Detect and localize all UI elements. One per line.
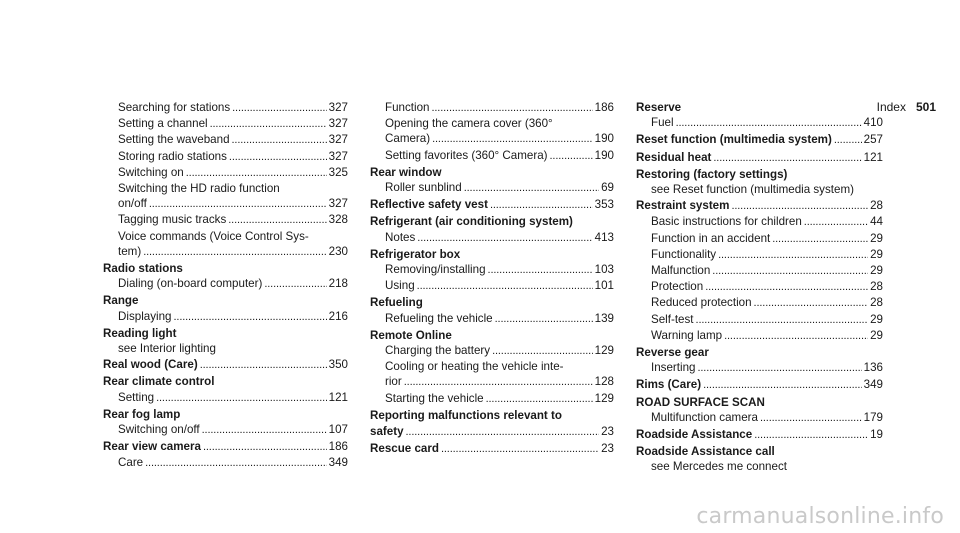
- dot-leader: [143, 244, 326, 260]
- page-ref: 349: [328, 456, 348, 470]
- index-subentry: [636, 263, 883, 279]
- index-subentry: [103, 422, 348, 438]
- index-entry: [370, 441, 614, 457]
- index-entry: [636, 150, 883, 166]
- watermark: carmanualsonline.info: [696, 504, 944, 529]
- entry-text: Setting: [118, 390, 155, 404]
- page-ref: 327: [328, 117, 348, 131]
- index-subentry: [103, 116, 348, 132]
- index-entry: [636, 132, 883, 148]
- dot-leader: [760, 410, 862, 426]
- index-entry: [103, 357, 348, 373]
- entry-text: Function: [385, 101, 430, 114]
- index-subentry: [636, 312, 883, 328]
- page-ref: 325: [328, 165, 348, 179]
- dot-leader: [417, 278, 593, 294]
- entry-text: Reflective safety vest: [370, 198, 488, 212]
- index-entry: [636, 167, 883, 182]
- dot-leader: [417, 230, 592, 246]
- dot-leader: [149, 196, 327, 212]
- entry-text: Displaying: [118, 309, 172, 323]
- dot-leader: [492, 343, 593, 359]
- entry-text: Restraint system: [636, 199, 730, 213]
- index-subentry: [636, 459, 883, 474]
- entry-text: Refrigerant (air conditioning system): [370, 215, 573, 229]
- dot-leader: [431, 100, 592, 116]
- index-subentry: [636, 182, 883, 197]
- entry-text: Setting favorites (360° Camera): [385, 148, 548, 162]
- index-subentry: [370, 374, 614, 390]
- page-ref: 413: [594, 230, 614, 244]
- index-entry: [370, 295, 614, 310]
- index-column-1: [103, 100, 348, 472]
- dot-leader: [464, 180, 599, 196]
- dot-leader: [441, 441, 599, 457]
- entry-text: rior: [385, 375, 402, 389]
- index-subentry: [103, 149, 348, 165]
- entry-text: Setting the waveband: [118, 133, 230, 147]
- entry-text: Voice commands (Voice Control Sys-: [118, 229, 309, 243]
- entry-text: Tagging music tracks: [118, 213, 227, 227]
- index-subentry: [103, 276, 348, 292]
- dot-leader: [718, 247, 868, 263]
- dot-leader: [202, 422, 327, 438]
- entry-text: Switching the HD radio function: [118, 182, 280, 196]
- page-ref: 327: [328, 133, 348, 147]
- entry-text: Storing radio stations: [118, 149, 227, 163]
- dot-leader: [406, 424, 600, 440]
- dot-leader: [203, 439, 327, 455]
- index-entry: [636, 395, 883, 410]
- page-ref: 327: [328, 197, 348, 211]
- entry-text: Functionality: [651, 247, 717, 261]
- entry-text: see Reset function (multimedia system): [651, 183, 854, 197]
- dot-leader: [490, 197, 593, 213]
- index-entry: [370, 197, 614, 213]
- entry-text: Cooling or heating the vehicle inte-: [385, 360, 564, 374]
- index-subentry: [103, 165, 348, 181]
- index-subentry: [103, 309, 348, 325]
- index-subentry: [103, 196, 348, 212]
- page-ref: 136: [863, 361, 883, 375]
- dot-leader: [834, 132, 862, 148]
- index-subentry: [370, 180, 614, 196]
- page-ref: 121: [863, 150, 883, 164]
- index-subentry: [103, 455, 348, 471]
- index-entry: [636, 100, 883, 115]
- index-subentry: [370, 116, 614, 131]
- page-ref: 179: [863, 410, 883, 424]
- entry-text: see Interior lighting: [118, 342, 216, 356]
- dot-leader: [264, 276, 326, 292]
- index-entry: [370, 165, 614, 180]
- entry-text: Switching on/off: [118, 423, 200, 437]
- index-entry: [103, 261, 348, 276]
- dot-leader: [229, 149, 327, 165]
- page-ref: 28: [870, 296, 883, 310]
- index-entry: [103, 374, 348, 389]
- page-ref: 29: [870, 312, 883, 326]
- page-ref: 327: [328, 101, 348, 114]
- entry-text: Rims (Care): [636, 378, 702, 392]
- index-entry: [370, 424, 614, 440]
- page-ref: 29: [870, 247, 883, 261]
- page-ref: 349: [863, 378, 883, 392]
- page-ref: 101: [594, 279, 614, 293]
- entry-text: Rescue card: [370, 442, 439, 456]
- entry-text: tem): [118, 244, 142, 258]
- index-subentry: [636, 295, 883, 311]
- index-subentry: [370, 262, 614, 278]
- dot-leader: [404, 374, 593, 390]
- page-ref: 350: [328, 358, 348, 372]
- entry-text: Restoring (factory settings): [636, 167, 788, 181]
- entry-text: Protection: [651, 280, 704, 294]
- entry-text: Roadside Assistance call: [636, 445, 775, 459]
- index-subentry: [370, 148, 614, 164]
- entry-text: Roadside Assistance: [636, 428, 753, 442]
- index-subentry: [370, 391, 614, 407]
- page-ref: 218: [328, 277, 348, 291]
- dot-leader: [486, 391, 593, 407]
- index-subentry: [370, 230, 614, 246]
- entry-text: Fuel: [651, 116, 674, 130]
- entry-text: Warning lamp: [651, 328, 723, 342]
- entry-text: Multifunction camera: [651, 410, 758, 424]
- dot-leader: [232, 100, 327, 116]
- dot-leader: [432, 131, 593, 147]
- page-ref: 29: [870, 264, 883, 278]
- dot-leader: [754, 295, 869, 311]
- entry-text: Reporting malfunctions relevant to: [370, 408, 562, 422]
- page-ref: 29: [870, 231, 883, 245]
- header-label: Index: [876, 100, 906, 114]
- page-ref: 44: [870, 215, 883, 229]
- page-ref: 121: [328, 390, 348, 404]
- index-subentry: [370, 343, 614, 359]
- page-ref: 190: [594, 148, 614, 162]
- entry-text: on/off: [118, 197, 147, 211]
- index-entry: [103, 439, 348, 455]
- page-ref: 257: [863, 133, 883, 147]
- page-ref: 19: [870, 428, 883, 442]
- dot-leader: [713, 150, 861, 166]
- page-ref: 107: [328, 423, 348, 437]
- page-ref: 410: [863, 116, 883, 130]
- page-ref: 186: [594, 101, 614, 114]
- entry-text: Searching for stations: [118, 101, 231, 114]
- dot-leader: [186, 165, 327, 181]
- dot-leader: [232, 132, 327, 148]
- entry-text: Charging the battery: [385, 344, 491, 358]
- index-subentry: [103, 212, 348, 228]
- page-ref: 23: [601, 442, 614, 456]
- dot-leader: [488, 262, 593, 278]
- entry-text: Rear climate control: [103, 375, 215, 389]
- index-entry: [370, 214, 614, 229]
- entry-text: Setting a channel: [118, 117, 208, 131]
- page-ref: 139: [594, 311, 614, 325]
- index-subentry: [370, 311, 614, 327]
- dot-leader: [712, 263, 868, 279]
- dot-leader: [550, 148, 593, 164]
- dot-leader: [772, 231, 868, 247]
- index-subentry: [370, 131, 614, 147]
- entry-text: Rear fog lamp: [103, 407, 181, 421]
- dot-leader: [703, 377, 862, 393]
- entry-text: Using: [385, 279, 415, 293]
- index-column-3: [636, 100, 883, 475]
- page-ref: 216: [328, 309, 348, 323]
- index-subentry: [636, 231, 883, 247]
- page-ref: 230: [328, 244, 348, 258]
- index-entry: [636, 198, 883, 214]
- index-entry: [370, 408, 614, 423]
- page-ref: 327: [328, 149, 348, 163]
- index-subentry: [103, 244, 348, 260]
- entry-text: Refueling: [370, 296, 423, 310]
- entry-text: Starting the vehicle: [385, 391, 484, 405]
- entry-text: Range: [103, 294, 139, 308]
- index-subentry: [103, 132, 348, 148]
- page-ref: 69: [601, 181, 614, 195]
- index-entry: [636, 377, 883, 393]
- dot-leader: [697, 360, 861, 376]
- entry-text: Radio stations: [103, 262, 183, 276]
- dot-leader: [210, 116, 327, 132]
- page-ref: 28: [870, 280, 883, 294]
- entry-text: Function in an accident: [651, 231, 771, 245]
- index-subentry: [370, 359, 614, 374]
- entry-text: Notes: [385, 230, 416, 244]
- page-ref: 28: [870, 199, 883, 213]
- entry-text: Reset function (multimedia system): [636, 133, 832, 147]
- entry-text: Removing/installing: [385, 263, 486, 277]
- entry-text: Residual heat: [636, 150, 712, 164]
- dot-leader: [731, 198, 868, 214]
- index-subentry: [103, 341, 348, 356]
- dot-leader: [495, 311, 593, 327]
- page-number: 501: [915, 100, 936, 114]
- page-header: [877, 100, 936, 114]
- entry-text: Rear window: [370, 165, 442, 179]
- dot-leader: [200, 357, 327, 373]
- entry-text: Roller sunblind: [385, 181, 462, 195]
- index-subentry: [636, 115, 883, 131]
- entry-text: Real wood (Care): [103, 358, 198, 372]
- entry-text: safety: [370, 425, 404, 439]
- index-entry: [636, 427, 883, 443]
- entry-text: Dialing (on-board computer): [118, 277, 263, 291]
- index-entry: [103, 407, 348, 422]
- entry-text: see Mercedes me connect: [651, 460, 787, 474]
- dot-leader: [156, 390, 327, 406]
- dot-leader: [145, 455, 327, 471]
- entry-text: Remote Online: [370, 328, 452, 342]
- entry-text: Malfunction: [651, 264, 711, 278]
- index-subentry: [636, 410, 883, 426]
- dot-leader: [174, 309, 327, 325]
- index-subentry: [370, 278, 614, 294]
- entry-text: Reserve: [636, 101, 682, 114]
- index-subentry: [636, 247, 883, 263]
- page-ref: 129: [594, 344, 614, 358]
- entry-text: Opening the camera cover (360°: [385, 117, 553, 131]
- index-subentry: [103, 390, 348, 406]
- index-subentry: [636, 360, 883, 376]
- entry-text: Care: [118, 456, 144, 470]
- index-subentry: [103, 229, 348, 244]
- dot-leader: [754, 427, 868, 443]
- dot-leader: [804, 214, 868, 230]
- entry-text: Camera): [385, 132, 431, 146]
- page-ref: 128: [594, 375, 614, 389]
- dot-leader: [676, 115, 862, 131]
- index-subentry: [636, 328, 883, 344]
- dot-leader: [724, 328, 868, 344]
- page-ref: 29: [870, 328, 883, 342]
- index-entry: [103, 326, 348, 341]
- page-ref: 129: [594, 391, 614, 405]
- index-entry: [370, 328, 614, 343]
- dot-leader: [228, 212, 326, 228]
- entry-text: Reverse gear: [636, 346, 709, 360]
- index-entry: [370, 247, 614, 262]
- page-ref: 186: [328, 440, 348, 454]
- entry-text: Switching on: [118, 165, 184, 179]
- entry-text: Basic instructions for children: [651, 215, 802, 229]
- index-entry: [103, 293, 348, 308]
- index-subentry: [103, 100, 348, 116]
- index-subentry: [636, 214, 883, 230]
- index-column-2: [370, 100, 614, 457]
- page-ref: 190: [594, 132, 614, 146]
- page-ref: 103: [594, 263, 614, 277]
- entry-text: Reduced protection: [651, 296, 752, 310]
- entry-text: Reading light: [103, 326, 177, 340]
- entry-text: Self-test: [651, 312, 694, 326]
- entry-text: Inserting: [651, 361, 696, 375]
- entry-text: Refrigerator box: [370, 247, 461, 261]
- entry-text: Refueling the vehicle: [385, 311, 493, 325]
- index-subentry: [636, 279, 883, 295]
- entry-text: Rear view camera: [103, 440, 201, 454]
- index-entry: [636, 444, 883, 459]
- index-subentry: [103, 181, 348, 196]
- entry-text: ROAD SURFACE SCAN: [636, 395, 765, 409]
- dot-leader: [705, 279, 868, 295]
- page-ref: 328: [328, 213, 348, 227]
- index-entry: [636, 345, 883, 360]
- dot-leader: [696, 312, 869, 328]
- index-subentry: [370, 100, 614, 116]
- page-ref: 353: [594, 198, 614, 212]
- page-ref: 23: [601, 425, 614, 439]
